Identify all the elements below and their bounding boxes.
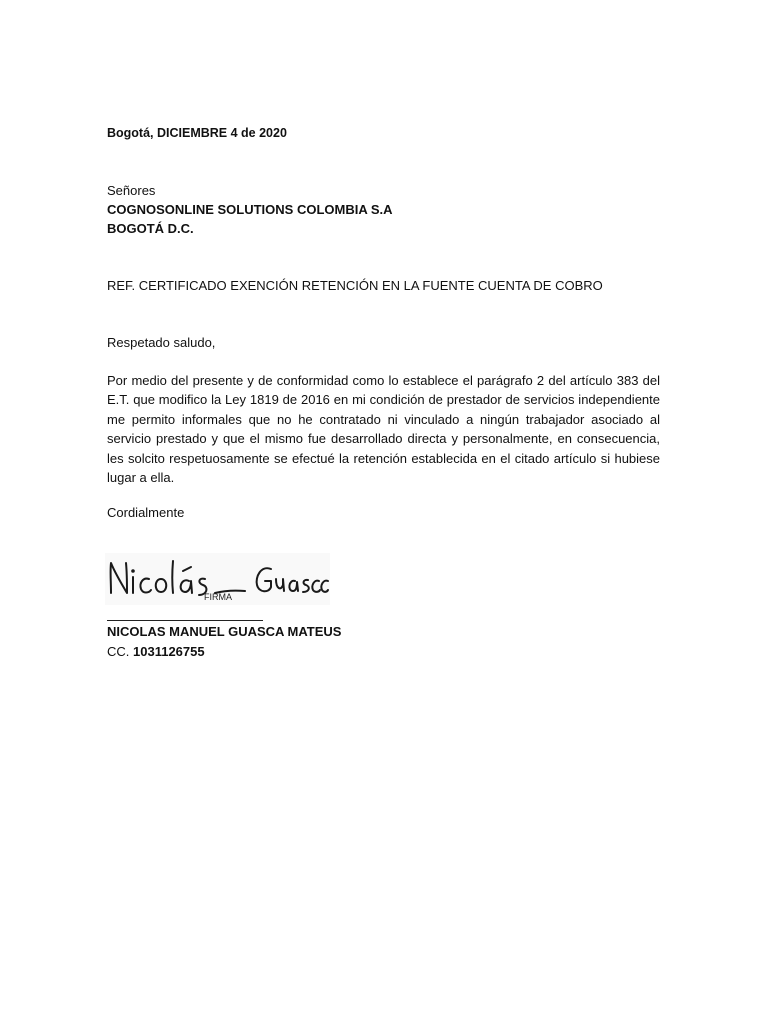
recipient-company: COGNOSONLINE SOLUTIONS COLOMBIA S.A [107, 202, 393, 217]
signer-name: NICOLAS MANUEL GUASCA MATEUS [107, 624, 342, 639]
id-prefix: CC. [107, 644, 130, 659]
greeting: Señores [107, 183, 156, 198]
closing: Cordialmente [107, 505, 185, 520]
letter-date: Bogotá, DICIEMBRE 4 de 2020 [107, 126, 287, 140]
reference-line: REF. CERTIFICADO EXENCIÓN RETENCIÓN EN LA FUENTE CUENTA DE COBRO [107, 278, 603, 293]
id-number: 1031126755 [133, 644, 205, 659]
salutation: Respetado saludo, [107, 335, 216, 350]
letter-body: Por medio del presente y de conformidad como lo establece el parágrafo 2 del artículo 383 del E.T. que modifico la Ley 1819 de 2016 en mi condición de prestador de servicios independiente me permito informales que no he contratado ni vinculado a ningún trabajador asociado al servicio prestado y que el mismo fue desarrollado directa y personalmente, en consecuencia, les solcito respetuosamente se efectué la retención establecida en el citado artículo si hubiese lugar a ella. [107, 373, 660, 486]
handwritten-signature [105, 553, 330, 605]
signer-id [107, 642, 205, 661]
svg-text:FIRMA: FIRMA [204, 592, 232, 602]
recipient-city: BOGOTÁ D.C. [107, 221, 194, 236]
signature-line [107, 620, 263, 621]
